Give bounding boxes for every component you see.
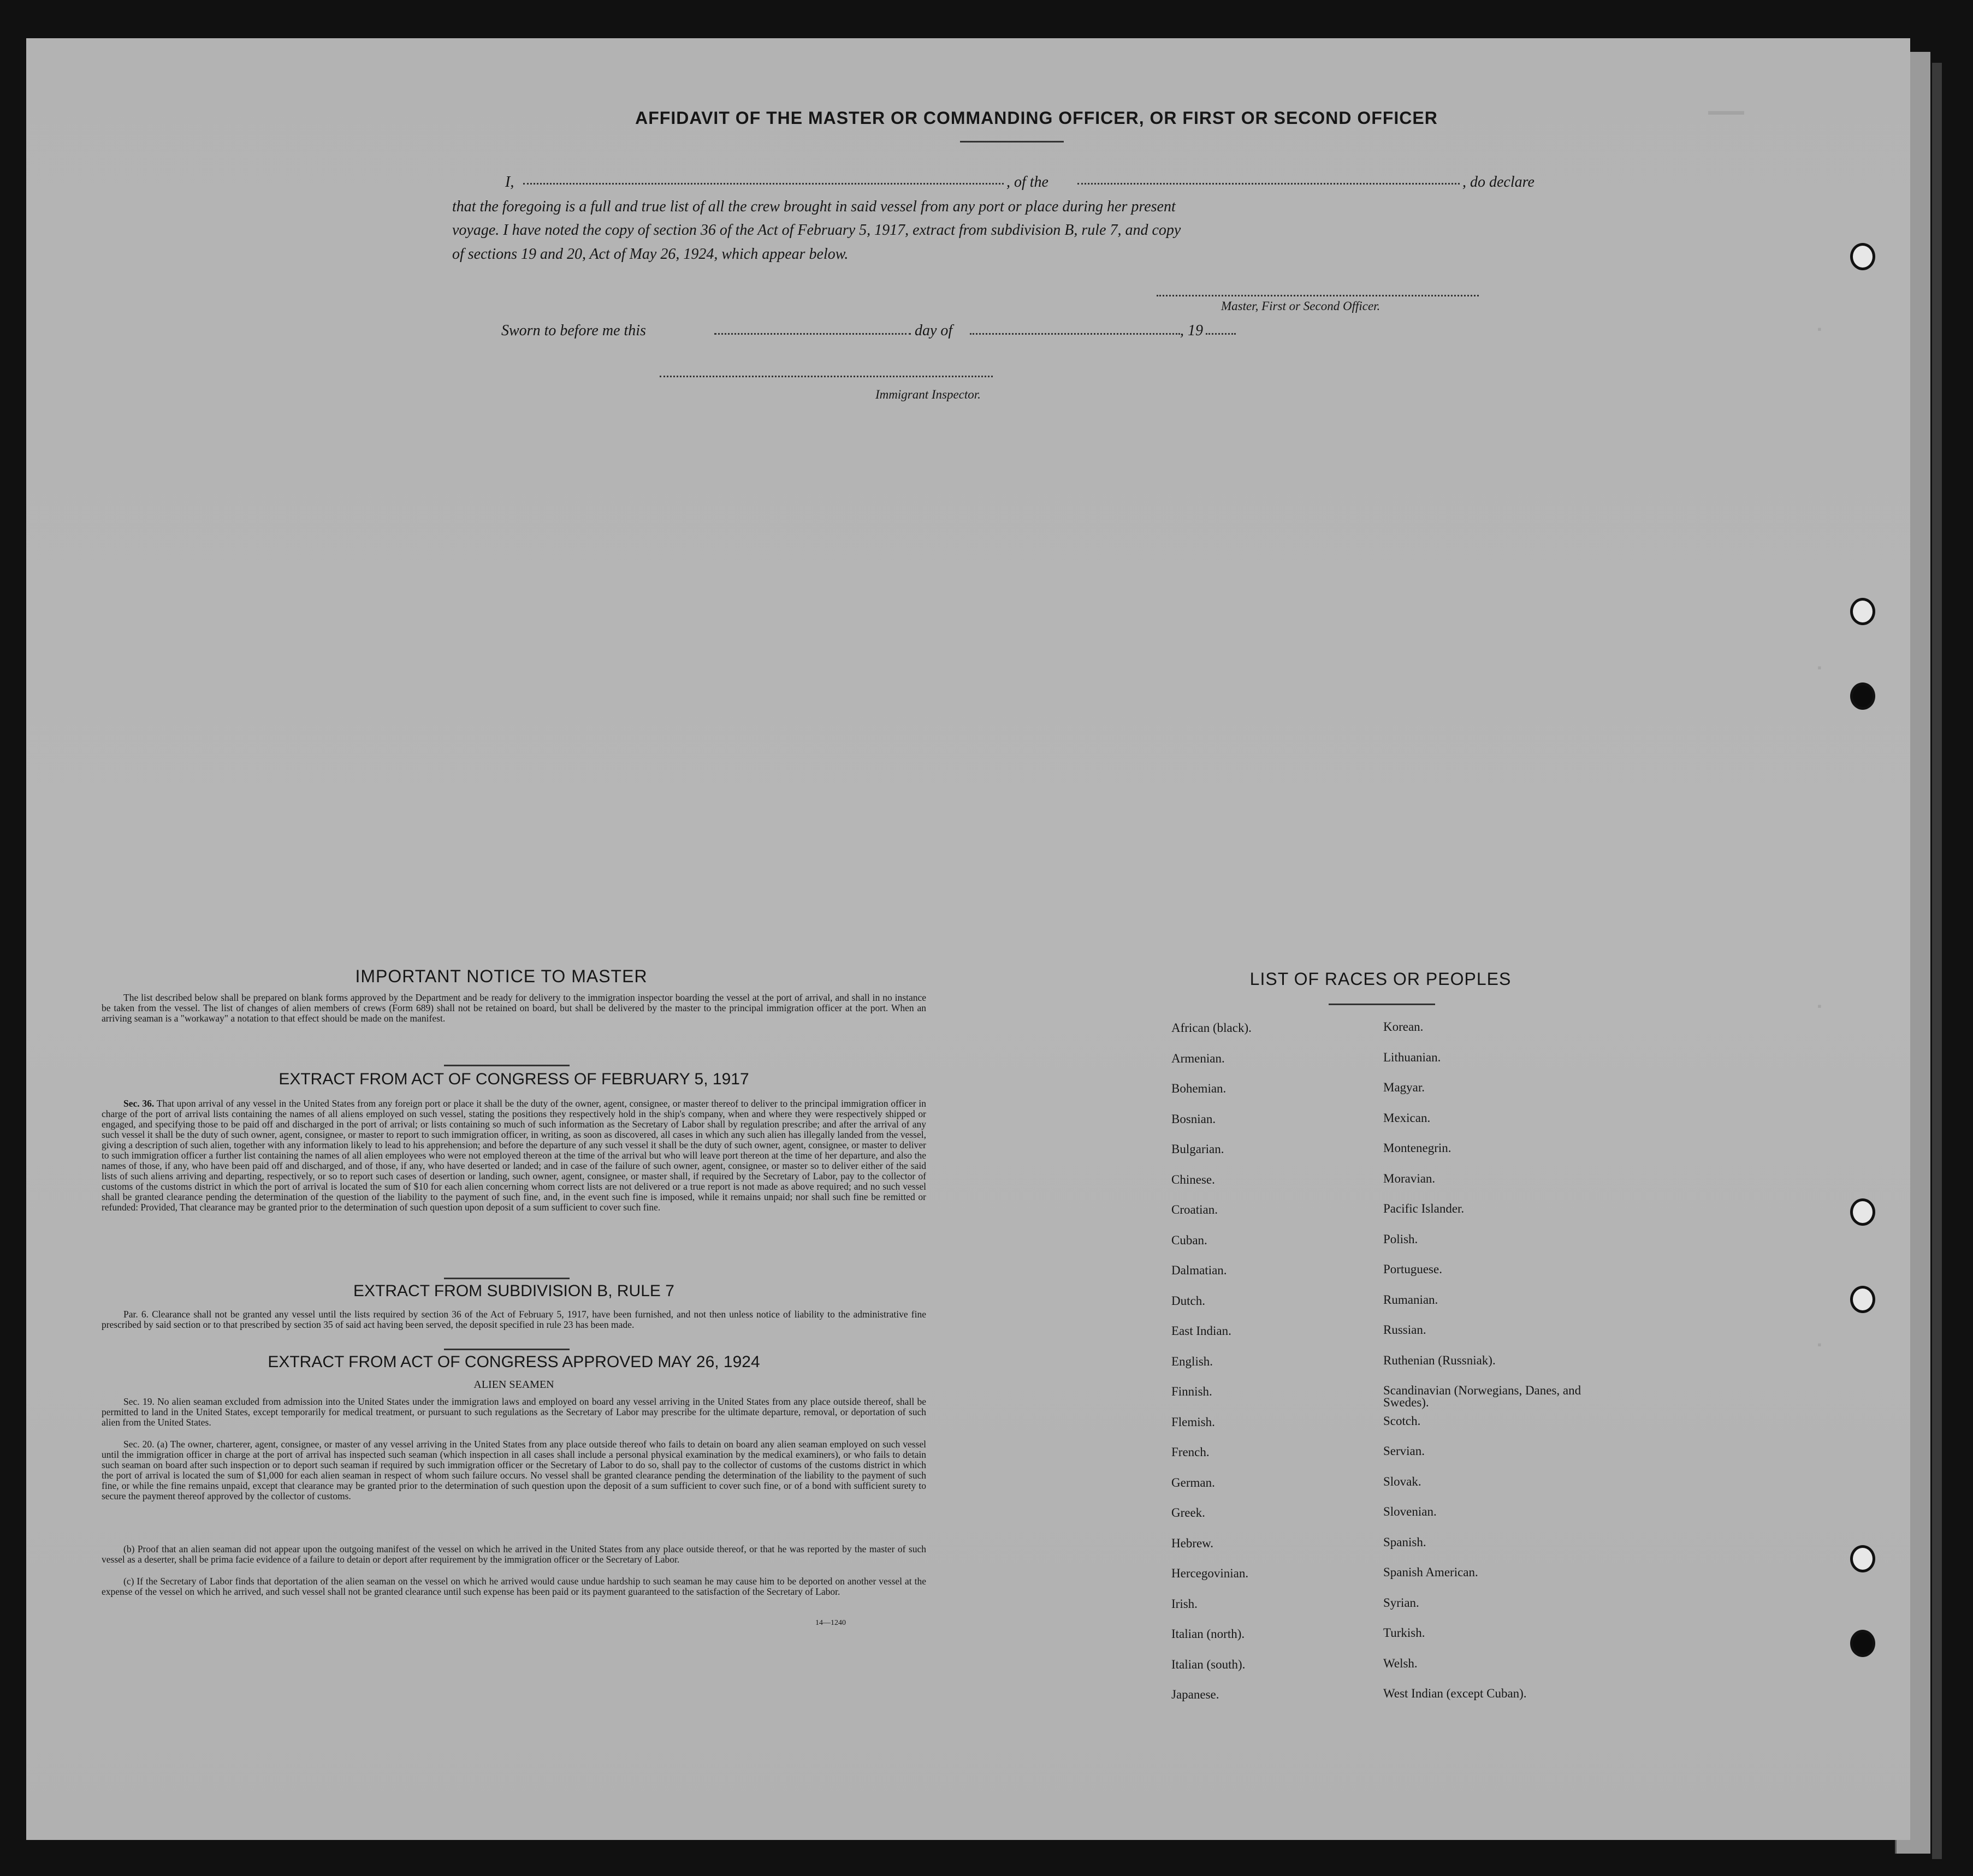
extract-1917-title: EXTRACT FROM ACT OF CONGRESS OF FEBRUARY 5, 1917 xyxy=(279,1070,749,1088)
vessel-name-field[interactable] xyxy=(1077,183,1460,185)
race-item: Cuban. xyxy=(1171,1233,1207,1247)
races-title-underline xyxy=(1329,1004,1435,1005)
alien-seamen-subtitle: ALIEN SEAMEN xyxy=(473,1379,554,1391)
race-item: Russian. xyxy=(1383,1323,1426,1337)
binder-hole-punched xyxy=(1850,1630,1875,1657)
signature-line[interactable] xyxy=(1157,295,1479,296)
notice-title: IMPORTANT NOTICE TO MASTER xyxy=(355,966,648,986)
affidavit-declare: , do declare xyxy=(1462,174,1534,191)
race-item: French. xyxy=(1171,1445,1210,1459)
race-item: Spanish. xyxy=(1383,1535,1426,1549)
title-underline xyxy=(960,141,1064,143)
race-item: Spanish American. xyxy=(1383,1565,1478,1579)
race-item: Korean. xyxy=(1383,1020,1424,1034)
race-item: East Indian. xyxy=(1171,1324,1231,1338)
race-item: Lithuanian. xyxy=(1383,1050,1441,1064)
signature-label: Master, First or Second Officer. xyxy=(1221,299,1380,313)
affidavit-line-2: that the foregoing is a full and true list of all the crew brought in said vessel from any port or place during her present xyxy=(452,198,1176,215)
extract-1924-title: EXTRACT FROM ACT OF CONGRESS APPROVED MAY 26, 1924 xyxy=(268,1353,760,1371)
race-item: Hercegovinian. xyxy=(1171,1566,1249,1580)
race-item: Slovak. xyxy=(1383,1474,1421,1488)
race-item: Magyar. xyxy=(1383,1081,1425,1094)
day-of-label: day of xyxy=(915,322,953,339)
document-page xyxy=(26,38,1910,1840)
binder-hole xyxy=(1850,1545,1875,1572)
section-divider xyxy=(444,1278,570,1279)
race-item: African (black). xyxy=(1171,1021,1252,1035)
affidavit-of-the: , of the xyxy=(1006,174,1048,191)
race-item: Slovenian. xyxy=(1383,1505,1437,1518)
race-item: Dutch. xyxy=(1171,1293,1205,1308)
race-item: Turkish. xyxy=(1383,1626,1425,1640)
race-item: Greek. xyxy=(1171,1506,1205,1519)
race-item: Bohemian. xyxy=(1171,1082,1227,1095)
race-item: Pacific Islander. xyxy=(1383,1202,1465,1215)
race-item: Armenian. xyxy=(1171,1051,1225,1065)
race-item: Japanese. xyxy=(1171,1688,1219,1701)
binding-edge xyxy=(1932,63,1942,1859)
race-item: Chinese. xyxy=(1171,1172,1215,1186)
race-item: Servian. xyxy=(1383,1444,1425,1458)
section-divider xyxy=(444,1065,570,1066)
race-item: Irish. xyxy=(1171,1596,1198,1611)
race-item: Rumanian. xyxy=(1383,1292,1438,1307)
bleed-through-mark: ▪ xyxy=(1817,661,1822,674)
race-item: Mexican. xyxy=(1383,1111,1431,1125)
section-label: Sec. 36. xyxy=(123,1098,155,1109)
bleed-through-mark: ▪ xyxy=(1817,322,1822,336)
race-item: Welsh. xyxy=(1383,1656,1418,1670)
binder-hole xyxy=(1850,1198,1875,1226)
race-item: Montenegrin. xyxy=(1383,1141,1451,1155)
inspector-signature-line[interactable] xyxy=(660,376,993,377)
bleed-through-mark: ▬▬▬ xyxy=(1708,104,1744,117)
section-divider xyxy=(444,1349,570,1350)
race-item: Ruthenian (Russniak). xyxy=(1383,1353,1496,1367)
race-item: Hebrew. xyxy=(1171,1536,1214,1550)
binder-hole xyxy=(1850,1286,1875,1313)
affidavit-line-4: of sections 19 and 20, Act of May 26, 1924, which appear below. xyxy=(452,246,849,263)
section-20a-text: Sec. 20. (a) The owner, charterer, agent, consignee, or master of any vessel arriving in the United States from any place outside thereof who fails to detain on board any alien seaman employed on such vessel until the immigration officer in charge at the port of arrival has inspected such seaman (which inspection in all cases shall include a personal physical examination by the medical examiners), or who fails to detain such seaman on board after such inspection or to deport such seaman if required by such immigration officer or the Secretary of Labor to do so, shall pay to the collector of customs of the customs district in which the port of arrival is located the sum of $1,000 for each alien seaman in respect of whom such failure occurs. No vessel shall be granted clearance pending the determination of the liability to the payment of such fine, or while the fine remains unpaid, except that clearance may be granted prior to the determination of such question upon the deposit of a sum sufficient to cover such fine, or of a bond with sufficient surety to secure the payment thereof approved by the collector of customs. xyxy=(102,1439,926,1501)
section-20c-text: (c) If the Secretary of Labor finds that deportation of the alien seaman on the vessel on which he arrived would cause undue hardship to such seaman he may cause him to be deported on another vessel at the expense of the vessel on which he arrived, and such vessel shall not be granted clearance until such expense has been paid or its payment guaranteed to the satisfaction of the Secretary of Labor. xyxy=(102,1576,926,1597)
sworn-year-field[interactable] xyxy=(1206,333,1236,335)
extract-1917-text xyxy=(102,1099,926,1213)
race-item: Italian (north). xyxy=(1171,1627,1245,1641)
race-item: Scandinavian (Norwegians, Danes, and Swedes). xyxy=(1383,1384,1581,1409)
race-item: Polish. xyxy=(1383,1232,1418,1246)
race-item: West Indian (except Cuban). xyxy=(1383,1687,1527,1700)
affidavit-i-label: I, xyxy=(505,174,514,191)
binder-hole xyxy=(1850,243,1875,270)
race-item: Bosnian. xyxy=(1171,1112,1216,1126)
officer-name-field[interactable] xyxy=(523,183,1004,185)
race-item: Finnish. xyxy=(1171,1385,1212,1398)
year-prefix: , 19 xyxy=(1180,322,1203,339)
notice-text: The list described below shall be prepared on blank forms approved by the Department and be ready for delivery to the immigration inspector boarding the vessel at the port of arrival, and shall in no instance be taken from the vessel. The list of changes of alien members of crews (Form 689) shall not be retained on board, but shall be delivered by the master to the principal immigration officer at the port. When an arriving seaman is a "workaway" a notation to that effect should be made on the manifest. xyxy=(102,992,926,1024)
affidavit-title: AFFIDAVIT OF THE MASTER OR COMMANDING OFFICER, OR FIRST OR SECOND OFFICER xyxy=(635,108,1438,128)
binder-hole xyxy=(1850,598,1875,625)
race-item: Syrian. xyxy=(1383,1595,1419,1610)
sworn-label: Sworn to before me this xyxy=(501,322,646,339)
race-item: Dalmatian. xyxy=(1171,1263,1227,1277)
extract-rule7-title: EXTRACT FROM SUBDIVISION B, RULE 7 xyxy=(353,1282,674,1300)
section-19-text: Sec. 19. No alien seaman excluded from admission into the United States under the immigration laws and employed on board any vessel arriving in the United States from any place outside thereof, shall be permitted to land in the United States, except temporarily for medical treatment, or pursuant to such regulations as the Secretary of Labor may prescribe for the ultimate departure, removal, or deportation of such alien from the United States. xyxy=(102,1396,926,1428)
extract-rule7-text: Par. 6. Clearance shall not be granted any vessel until the lists required by section 36 of the Act of February 5, 1917, have been furnished, and not then unless notice of liability to the administrative fine prescribed by said section or to that prescribed by section 35 of said act having been served, the deposit specified in rule 23 has been made. xyxy=(102,1309,926,1330)
bleed-through-mark: ▪ xyxy=(1817,1338,1822,1351)
race-item: Bulgarian. xyxy=(1171,1142,1224,1156)
section-36-text: That upon arrival of any vessel in the United States from any foreign port or place it shall be the duty of the owner, agent, consignee, or master thereof to deliver to the principal immigration officer in charge of the port of arrival lists containing the names of all aliens employed on such vessel, stating the positions they respectively hold in the ship's company, when and where they were respectively shipped or engaged, and specifying those to be paid off and discharged in the port of arrival; or lists containing so much of such information as the Secretary of Labor shall by regulation prescribe; and after the arrival of any such vessel it shall be the duty of such owner, agent, consignee, or master to report to such immigration officer, in writing, as soon as discovered, all cases in which any such alien has illegally landed from the vessel, giving a description of such alien, together with any information likely to lead to his apprehension; and before the departure of any such vessel it shall be the duty of such owner, agent, consignee, or master to deliver to such immigration officer a further list containing the names of all alien employees who were not employed thereon at the time of the arrival but who will leave port thereon at the time of her departure, and also the names of those, if any, who have been paid off and discharged, and of those, if any, who have deserted or landed; and in case of the failure of such owner, agent, consignee, or master so to deliver either of the said lists of such aliens arriving and departing, respectively, or so to report such cases of desertion or landing, such owner, agent, consignee, or master shall, if required by the Secretary of Labor, pay to the collector of customs of the customs district in which the port of arrival is located the sum of $10 for each alien concerning whom correct lists are not delivered or a true report is not made as above required; and no such vessel shall be granted clearance pending the determination of the question of the liability to the payment of such fine, and, in the event such fine is imposed, while it remains unpaid; nor shall such fine be remitted or refunded: Provided, That clearance may be granted prior to the determination of such question upon deposit of a sum sufficient to cover such fine. xyxy=(102,1098,926,1213)
bleed-through-mark: ▪ xyxy=(1817,999,1822,1013)
race-item: German. xyxy=(1171,1475,1215,1489)
race-item: Italian (south). xyxy=(1171,1657,1246,1671)
sworn-day-field[interactable] xyxy=(714,333,911,335)
race-item: Flemish. xyxy=(1171,1415,1215,1429)
form-number: 14—1240 xyxy=(815,1619,846,1627)
sworn-month-field[interactable] xyxy=(970,333,1180,335)
binder-hole-punched xyxy=(1850,682,1875,710)
races-title: LIST OF RACES OR PEOPLES xyxy=(1249,969,1512,989)
inspector-label: Immigrant Inspector. xyxy=(875,388,981,401)
race-item: Croatian. xyxy=(1171,1203,1218,1216)
race-item: Moravian. xyxy=(1383,1171,1436,1185)
race-item: Scotch. xyxy=(1383,1414,1421,1428)
affidavit-line-3: voyage. I have noted the copy of section 36 of the Act of February 5, 1917, extract from subdivision B, rule 7, and copy xyxy=(452,222,1181,239)
race-item: Portuguese. xyxy=(1383,1262,1442,1276)
section-20b-text: (b) Proof that an alien seaman did not appear upon the outgoing manifest of the vessel on which he arrived in the United States from any place outside thereof, or that he was reported by the master of such vessel as a deserter, shall be prima facie evidence of a failure to detain or deport after requirement by the immigration officer or the Secretary of Labor. xyxy=(102,1543,926,1565)
race-item: English. xyxy=(1171,1354,1213,1368)
